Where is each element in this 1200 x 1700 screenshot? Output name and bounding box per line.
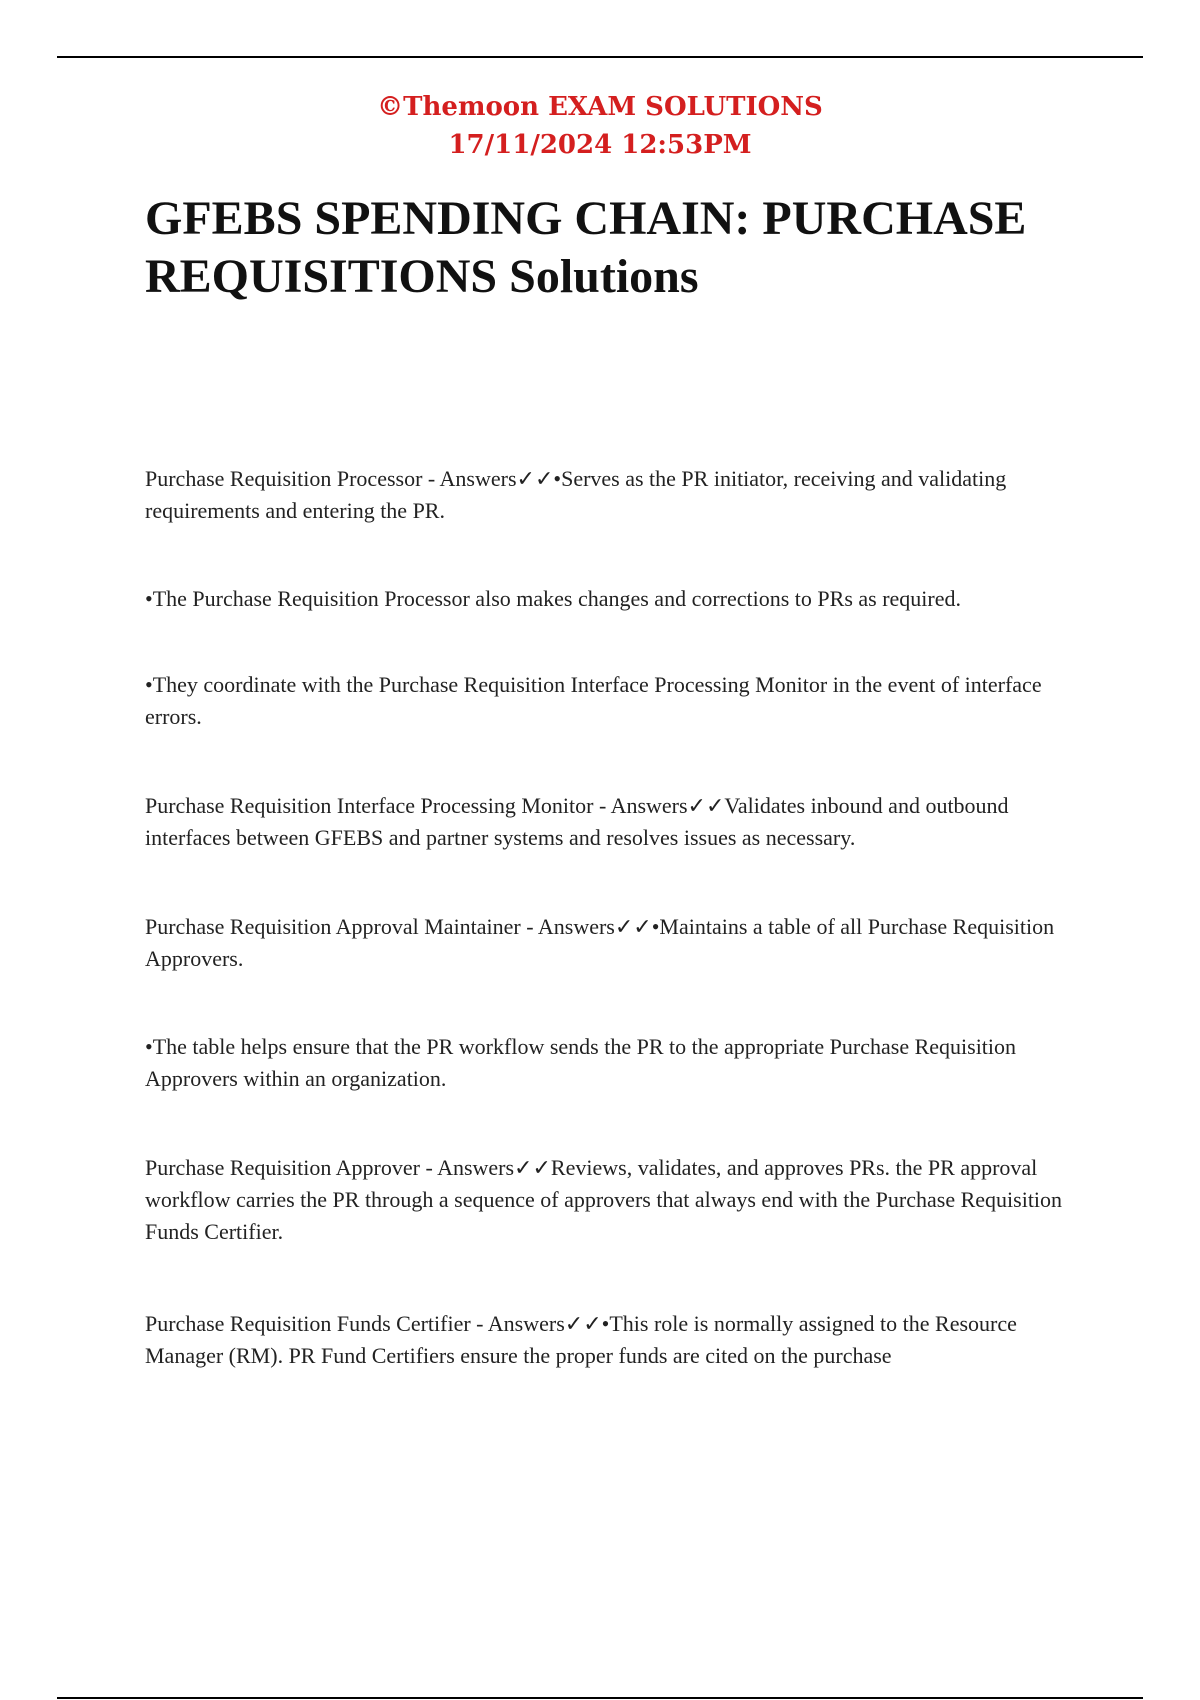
paragraph-processor: Purchase Requisition Processor - Answers✓✓•Serves as the PR initiator, receiving and validating requirements and entering the PR. (145, 466, 1007, 523)
paragraph-approval-maintainer: Purchase Requisition Approval Maintainer - Answers✓✓•Maintains a table of all Purchase Requisition Approvers. (145, 914, 1055, 971)
paragraph-interface-monitor: Purchase Requisition Interface Processing Monitor - Answers✓✓Validates inbound and outbound interfaces between GFEBS and partner systems and resolves issues as necessary. (145, 793, 1009, 850)
paragraph-processor-coordinate: •They coordinate with the Purchase Requisition Interface Processing Monitor in the event of interface errors. (145, 672, 1042, 729)
top-rule (57, 56, 1143, 58)
watermark-owner: ©Themoon EXAM SOLUTIONS (377, 92, 823, 122)
watermark-timestamp: 17/11/2024 12:53PM (448, 130, 752, 160)
paragraph-funds-certifier: Purchase Requisition Funds Certifier - Answers✓✓•This role is normally assigned to the Resource Manager (RM). PR Fund Certifiers ensure the proper funds are cited on the purchase (145, 1311, 1017, 1368)
bottom-rule (57, 1697, 1143, 1699)
paragraph-approver: Purchase Requisition Approver - Answers✓✓Reviews, validates, and approves PRs. the PR approval workflow carries the PR through a sequence of approvers that always end with the Purchase Requisition Funds Certifier. (145, 1155, 1063, 1244)
watermark (0, 88, 1200, 164)
document-title: GFEBS SPENDING CHAIN: PURCHASE REQUISITIONS Solutions (145, 192, 1027, 303)
paragraph-processor-changes: •The Purchase Requisition Processor also makes changes and corrections to PRs as required. (145, 586, 962, 611)
paragraph-approval-table: •The table helps ensure that the PR workflow sends the PR to the appropriate Purchase Requisition Approvers within an organization. (145, 1034, 1017, 1091)
